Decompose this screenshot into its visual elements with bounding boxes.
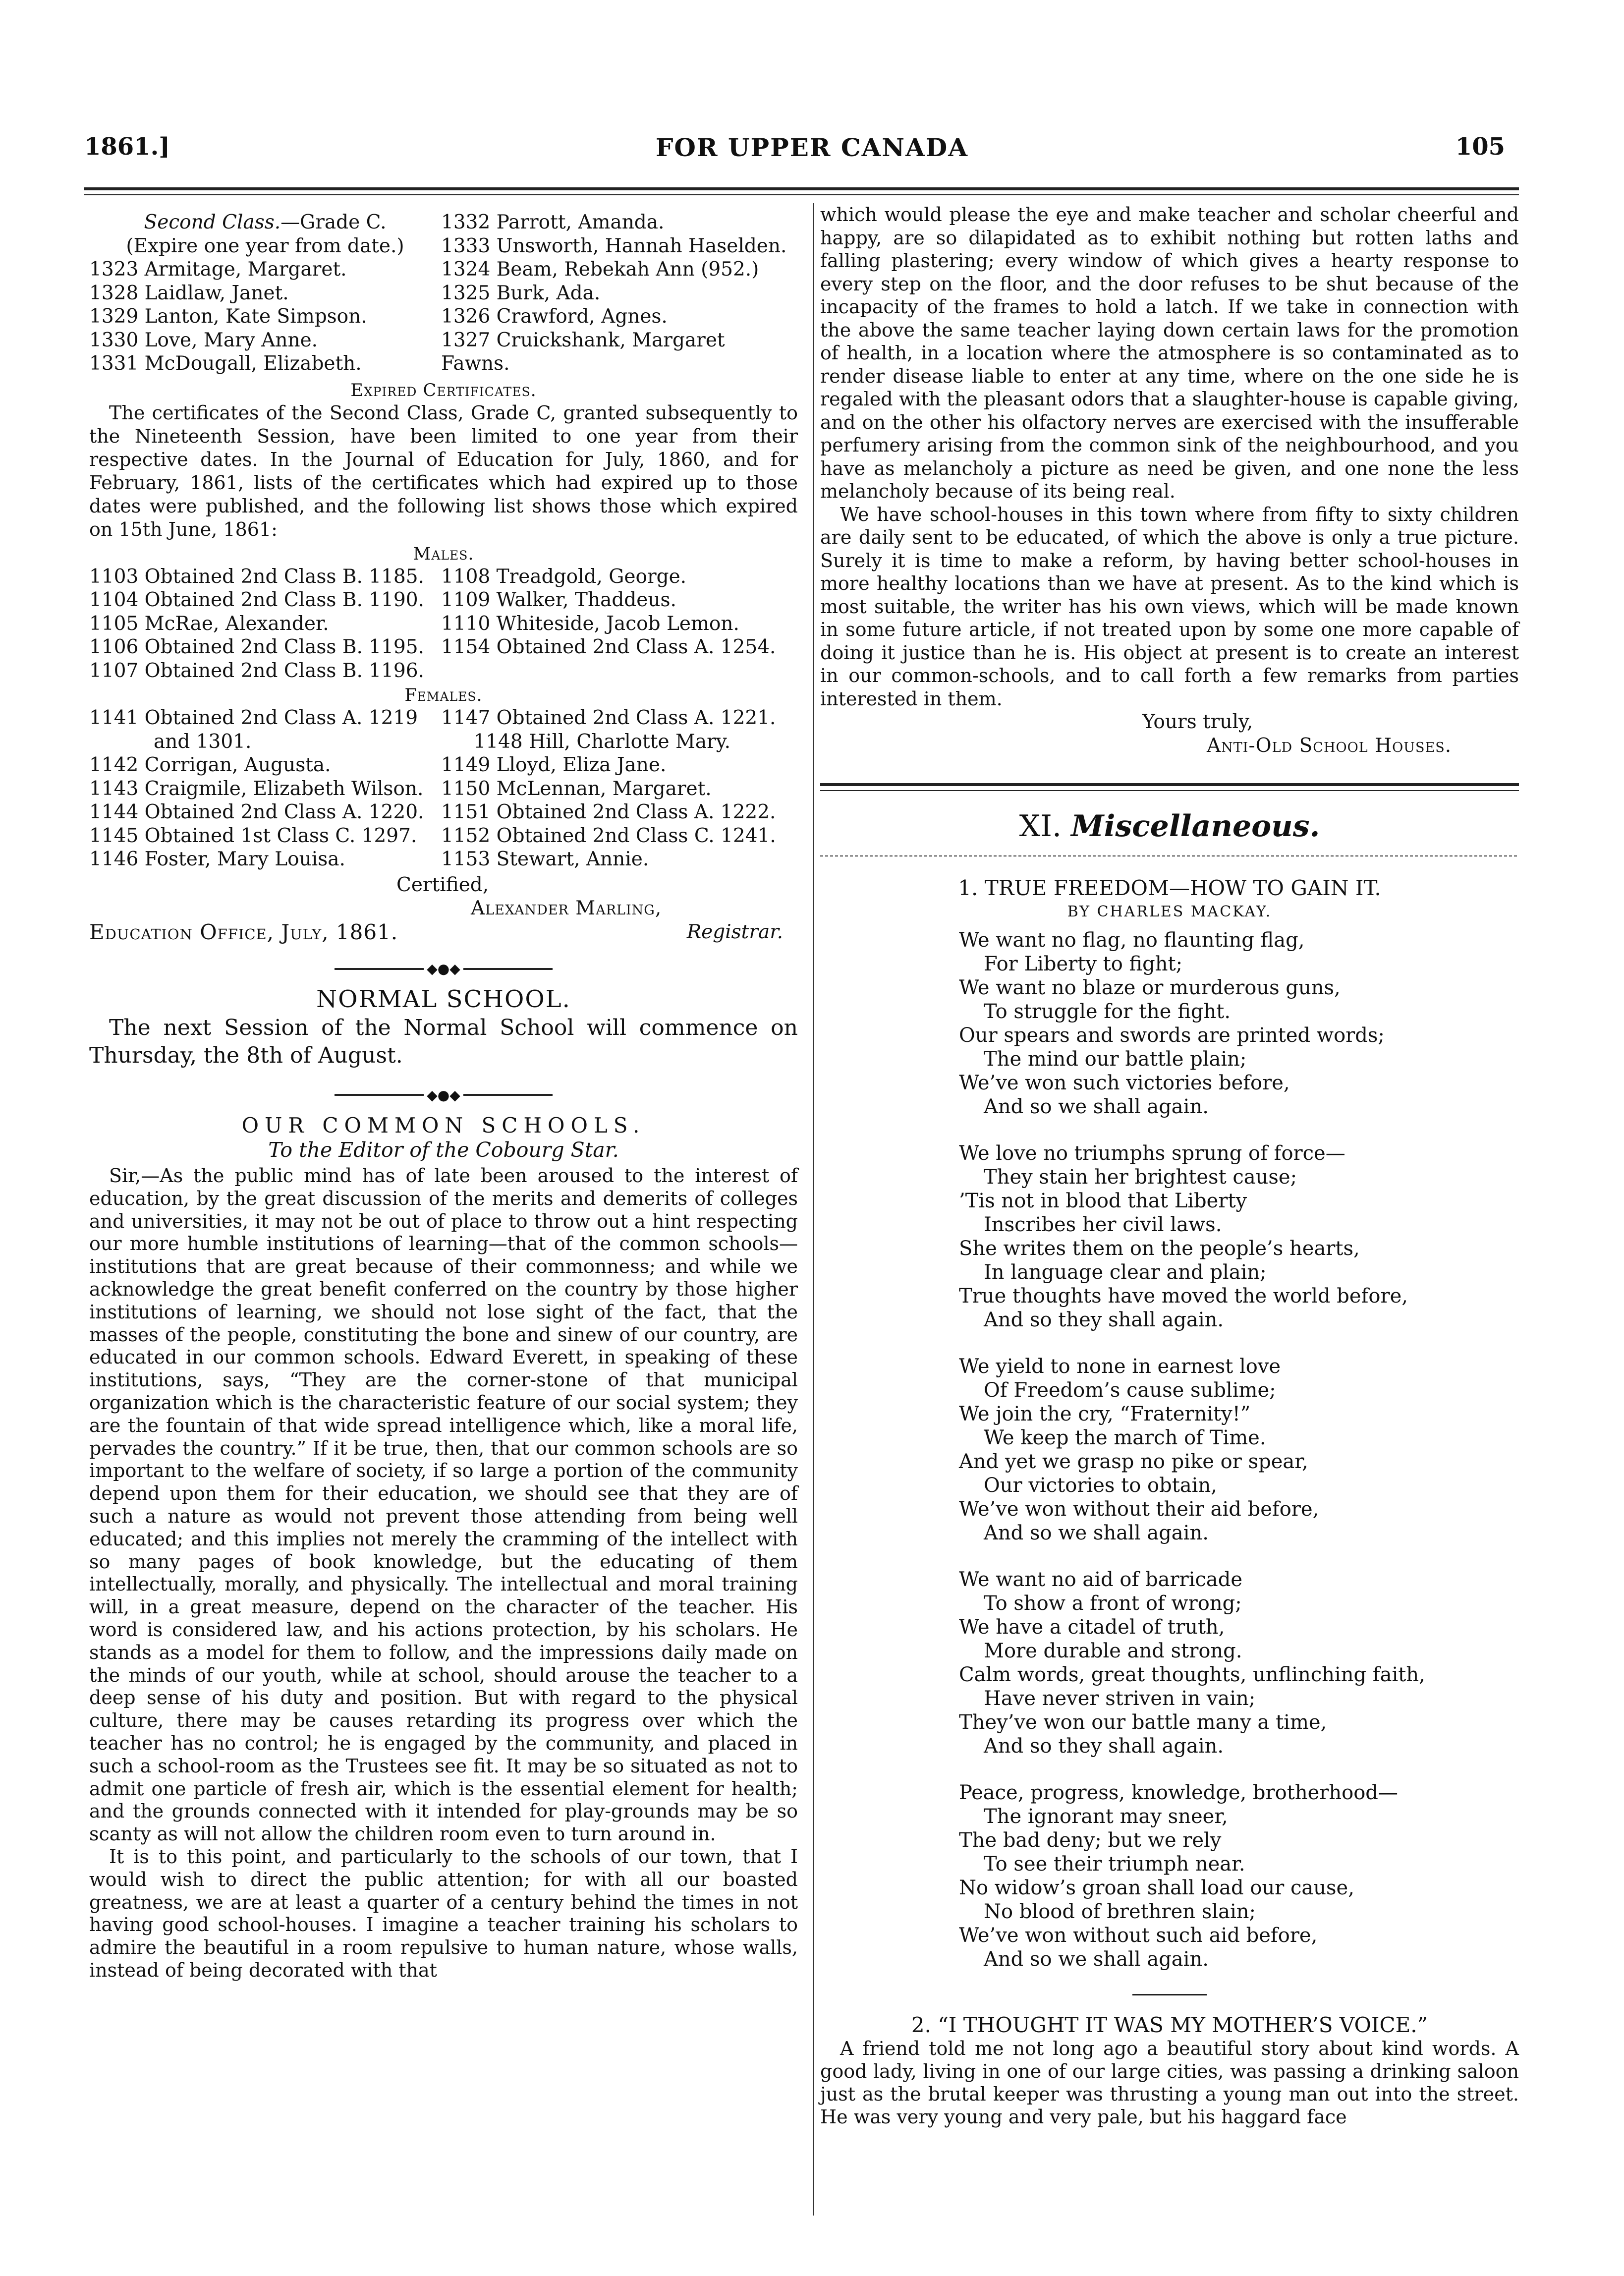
- poem-rule: [1132, 1994, 1207, 1995]
- cert-entry: 1330 Love, Mary Anne.: [89, 329, 318, 351]
- verse-line: No widow’s groan shall load our cause,: [959, 1877, 1354, 1899]
- signer-name: Alexander Marling,: [471, 897, 662, 919]
- cert-entry: 1332 Parrott, Amanda.: [441, 211, 665, 233]
- verse-line: ’Tis not in blood that Liberty: [959, 1190, 1247, 1212]
- list-entry: 1151 Obtained 2nd Class A. 1222.: [441, 801, 776, 823]
- verse-line: More durable and strong.: [984, 1640, 1242, 1662]
- office-line: [89, 920, 798, 944]
- cert-entry: 1331 McDougall, Elizabeth.: [89, 352, 362, 375]
- common-schools-title: OUR COMMON SCHOOLS.: [241, 1113, 646, 1138]
- verse-line: Calm words, great thoughts, unflinching faith,: [959, 1663, 1425, 1686]
- section-number: XI.: [1019, 809, 1062, 844]
- common-schools-para-1: Sir,—As the public mind has of late been aroused to the interest of education, by the great discussion of the merits and demerits of colleges and universities, it may not be out of place to throw out a hint respecting our more humble institutions of learning—that of the common schools—institutions that are great because of their commonness; and while we acknowledge the great benefit conferred on the country by those higher institutions of learning, we should not lose sight of the fact, that the masses of the people, constituting the bone and sinew of our country, are educated in our common schools. Edward Everett, in speaking of these institutions, says, “They are the corner-stone of that municipal organization which is the characteristic feature of our social system; they are the fountain of that wide spread intelligence which, like a moral life, pervades the country.” If it be true, then, that our common schools are so important to the welfare of society, if so large a portion of the community depend upon them for their education, we should see that they are of such a nature as would not prevent those attending from being well educated; and this implies not merely the cramming of the intellect with so many pages of book knowledge, but the educating of them intellectually, morally, and physically. The intellectual and moral training will, in a great measure, depend on the character of the teacher. His word is considered law, and his actions protection, by his scholars. He stands as a model for them to follow, and the impressions daily made on the minds of our youth, while at school, should arouse the teacher to a deep sense of his duty and position. But with regard to the physical culture, there may be causes retarding its progress over which the teacher has no control; he is engaged by the community, and placed in such a school-room as the Trustees see fit. It may be so situated as not to admit one particle of fresh air, which is the essential element for health; and the grounds connected with it intended for play-grounds may be so scanty as will not allow the children room even to turn around in.: [89, 1165, 798, 1845]
- verse-line: Peace, progress, knowledge, brotherhood—: [959, 1781, 1398, 1804]
- verse-line: For Liberty to fight;: [984, 953, 1183, 975]
- verse-line: Of Freedom’s cause sublime;: [984, 1379, 1276, 1402]
- cert-entry: 1327 Cruickshank, Margaret Fawns.: [441, 329, 725, 375]
- cert-list-right: [441, 211, 798, 376]
- list-row: [89, 659, 798, 683]
- list-row: [89, 588, 798, 612]
- closing-line: Yours truly,: [1142, 711, 1253, 733]
- verse-line: We’ve won such victories before,: [959, 1072, 1290, 1094]
- poem-1-title: 1. TRUE FREEDOM—HOW TO GAIN IT.: [958, 876, 1381, 900]
- verse-line: They’ve won our battle many a time,: [959, 1711, 1327, 1734]
- header-title: FOR UPPER CANADA: [655, 133, 969, 162]
- verse-line: In language clear and plain;: [984, 1261, 1267, 1284]
- list-entry: 1147 Obtained 2nd Class A. 1221.: [441, 707, 776, 729]
- poem-1-author: BY CHARLES MACKAY.: [1067, 903, 1272, 920]
- poem-2-text: A friend told me not long ago a beautiful story about kind words. A good lady, living in one of our large cities, was passing a drinking saloon just as the brutal keeper was thrusting a young man out into the street. He was very young and very pale, but his haggard face: [820, 2037, 1519, 2128]
- list-entry: 1154 Obtained 2nd Class A. 1254.: [441, 636, 776, 658]
- females-heading: Females.: [404, 685, 483, 705]
- verse-line: We have a citadel of truth,: [959, 1616, 1225, 1639]
- verse-line: The ignorant may sneer,: [984, 1805, 1228, 1828]
- verse-line: To see their triumph near.: [984, 1853, 1245, 1876]
- list-entry: and 1301.: [154, 730, 252, 753]
- list-entry: 1146 Foster, Mary Louisa.: [89, 848, 345, 870]
- list-row: [89, 824, 798, 848]
- list-entry: 1153 Stewart, Annie.: [441, 848, 649, 870]
- verse-line: We yield to none in earnest love: [959, 1355, 1281, 1378]
- common-schools-para-4: We have school-houses in this town where from fifty to sixty children are daily sent to be educated, of which the above is only a true picture. Surely it is time to make a reform, by having better school-houses in more healthy locations than we have at present. As to the kind which is most suitable, the writer has his own views, which will be made known in some future article, if not treated upon by some one more capable of doing it justice than he is. His object at present is to create an interest in our common-schools, and to call forth a few remarks from parties interested in them.: [820, 503, 1519, 710]
- cert-entry: 1323 Armitage, Margaret.: [89, 258, 347, 281]
- common-schools-para-3: which would please the eye and make teacher and scholar cheerful and happy, are so dilapidated as to exhibit nothing but rotten laths and falling plastering; every window of which gives a hearty response to every step on the floor, and the door refuses to be shut because of the incapacity of the frames to hold a latch. If we take in connection with the above the same teacher laying down certain laws for the promotion of health, in a location where the atmosphere is so contaminated as to render disease liable to enter at any time, where on the one side he is regaled with the pleasant odors that a slaughter-house is capable giving, and on the other his olfactory nerves are exercised with the insufferable perfumery arising from the common sink of the neighbourhood, and you have as melancholy a picture as need be given, and one none the less melancholy because of its being real.: [820, 204, 1519, 502]
- verse-line: The bad deny; but we rely: [959, 1829, 1222, 1852]
- verse-line: No blood of brethren slain;: [984, 1900, 1256, 1923]
- second-class-lists: [89, 211, 798, 376]
- stanza: [959, 1568, 1519, 1758]
- list-entry: [441, 659, 798, 683]
- office-date: Education Office, July, 1861.: [89, 919, 398, 944]
- list-entry: 1152 Obtained 2nd Class C. 1241.: [441, 824, 776, 847]
- females-list: [89, 706, 798, 871]
- verse-line: We’ve won without such aid before,: [959, 1924, 1318, 1947]
- verse-line: We love no triumphs sprung of force—: [959, 1142, 1345, 1165]
- section-title: Miscellaneous.: [1071, 809, 1320, 844]
- stanza: [959, 1355, 1519, 1545]
- running-header: [0, 133, 1624, 168]
- second-class-heading: Second Class.—Grade C.: [144, 211, 387, 233]
- list-entry: 1108 Treadgold, George.: [441, 565, 687, 588]
- cert-list-left: [89, 258, 441, 376]
- poem-2-title: 2. “I THOUGHT IT WAS MY MOTHER’S VOICE.”: [911, 2013, 1428, 2037]
- verse-line: The mind our battle plain;: [984, 1048, 1247, 1071]
- list-entry: 1107 Obtained 2nd Class B. 1196.: [89, 659, 424, 682]
- verse-line: True thoughts have moved the world before,: [959, 1285, 1408, 1308]
- list-entry: 1109 Walker, Thaddeus.: [441, 589, 676, 611]
- list-entry: 1106 Obtained 2nd Class B. 1195.: [89, 636, 424, 658]
- males-list: [89, 565, 798, 683]
- header-year: 1861.]: [84, 133, 170, 161]
- list-entry: 1144 Obtained 2nd Class A. 1220.: [89, 801, 424, 823]
- verse-line: And so they shall again.: [984, 1735, 1224, 1758]
- list-row: [89, 800, 798, 824]
- verse-line: Inscribes her civil laws.: [984, 1213, 1222, 1236]
- list-entry: 1150 McLennan, Margaret.: [441, 777, 712, 800]
- common-schools-subtitle: To the Editor of the Cobourg Star.: [268, 1138, 619, 1162]
- page-number: 105: [1455, 133, 1505, 161]
- verse-line: And so we shall again.: [984, 1522, 1209, 1544]
- verse-line: Our victories to obtain,: [984, 1474, 1217, 1497]
- verse-line: To struggle for the fight.: [984, 1000, 1231, 1023]
- header-rule-thin: [84, 194, 1519, 195]
- ornament-divider: ◆●◆: [89, 957, 798, 981]
- verse-line: And yet we grasp no pike or spear,: [959, 1450, 1308, 1473]
- registrar-label: Registrar.: [686, 920, 783, 943]
- normal-school-text: The next Session of the Normal School will commence on Thursday, the 8th of August.: [89, 1015, 798, 1069]
- section-rule: [820, 783, 1519, 786]
- list-entry: 1148 Hill, Charlotte Mary.: [473, 730, 731, 753]
- list-entry: 1104 Obtained 2nd Class B. 1190.: [89, 589, 424, 611]
- list-entry: 1141 Obtained 2nd Class A. 1219: [89, 707, 418, 729]
- certified-label: Certified,: [396, 873, 489, 896]
- left-column: [89, 211, 798, 1982]
- list-entry: 1110 Whiteside, Jacob Lemon.: [441, 612, 739, 635]
- verse-line: And so they shall again.: [984, 1309, 1224, 1331]
- verse-line: Have never striven in vain;: [984, 1687, 1256, 1710]
- verse-line: We join the cry, “Fraternity!”: [959, 1403, 1251, 1425]
- list-entry: 1145 Obtained 1st Class C. 1297.: [89, 824, 417, 847]
- list-row: [89, 777, 798, 801]
- stanza: [959, 928, 1519, 1119]
- verse-line: We keep the march of Time.: [984, 1426, 1266, 1449]
- stanza: [959, 1781, 1519, 1971]
- verse-line: Our spears and swords are printed words;: [959, 1024, 1385, 1047]
- header-rule: [84, 187, 1519, 190]
- list-entry: 1103 Obtained 2nd Class B. 1185.: [89, 565, 424, 588]
- list-row: [89, 730, 798, 754]
- list-row: [89, 706, 798, 730]
- verse-line: We want no blaze or murderous guns,: [959, 976, 1341, 999]
- verse-line: We want no flag, no flaunting flag,: [959, 929, 1305, 952]
- males-heading: Males.: [413, 544, 474, 564]
- list-row: [89, 612, 798, 636]
- list-row: [89, 753, 798, 777]
- right-column: [820, 203, 1519, 2128]
- section-rule-thin: [820, 790, 1519, 791]
- column-divider: [813, 203, 814, 2216]
- list-row: [89, 635, 798, 659]
- cert-entry: 1328 Laidlaw, Janet.: [89, 282, 289, 304]
- common-schools-para-2: It is to this point, and particularly to the schools of our town, that I would wish to direct the public attention; for with all our boasted greatness, we are at least a quarter of a century behind the times in not having good school-houses. I imagine a teacher training his scholars to admire the beautiful in a room repulsive to human nature, whose walls, instead of being decorated with that: [89, 1845, 798, 1981]
- cert-entry: 1325 Burk, Ada.: [441, 282, 601, 304]
- cert-entry: 1324 Beam, Rebekah Ann (952.): [441, 258, 759, 281]
- section-heading: [820, 804, 1519, 849]
- poem-body: [959, 928, 1519, 1971]
- verse-line: She writes them on the people’s hearts,: [959, 1237, 1360, 1260]
- verse-line: And so we shall again.: [984, 1948, 1209, 1971]
- list-entry: 1142 Corrigan, Augusta.: [89, 754, 331, 776]
- stanza: [959, 1141, 1519, 1332]
- list-entry: 1105 McRae, Alexander.: [89, 612, 329, 635]
- cert-entry: 1333 Unsworth, Hannah Haselden.: [441, 234, 787, 257]
- verse-line: We want no aid of barricade: [959, 1568, 1243, 1591]
- list-entry: 1143 Craigmile, Elizabeth Wilson.: [89, 777, 424, 800]
- verse-line: To show a front of wrong;: [984, 1592, 1242, 1615]
- wavy-rule: [820, 855, 1519, 856]
- list-entry: 1149 Lloyd, Eliza Jane.: [441, 754, 667, 776]
- verse-line: They stain her brightest cause;: [984, 1166, 1297, 1189]
- normal-school-title: NORMAL SCHOOL.: [316, 985, 571, 1013]
- expired-heading: Expired Certificates.: [350, 380, 537, 400]
- expired-paragraph: The certificates of the Second Class, Grade C, granted subsequently to the Nineteenth Session, have been limited to one year from their respective dates. In the Journal of Education for July, 1860, and for February, 1861, lists of the certificates which had expired up to those dates were published, and the following list shows those which expired on 15th June, 1861:: [89, 401, 798, 540]
- verse-line: We’ve won without their aid before,: [959, 1498, 1319, 1521]
- list-row: [89, 848, 798, 871]
- verse-line: And so we shall again.: [984, 1095, 1209, 1118]
- cert-entry: 1326 Crawford, Agnes.: [441, 305, 668, 328]
- letter-signature: Anti-Old School Houses.: [1207, 734, 1452, 757]
- cert-entry: 1329 Lanton, Kate Simpson.: [89, 305, 367, 328]
- expires-note: (Expire one year from date.): [126, 234, 404, 257]
- ornament-divider: ◆●◆: [89, 1082, 798, 1107]
- list-row: [89, 565, 798, 589]
